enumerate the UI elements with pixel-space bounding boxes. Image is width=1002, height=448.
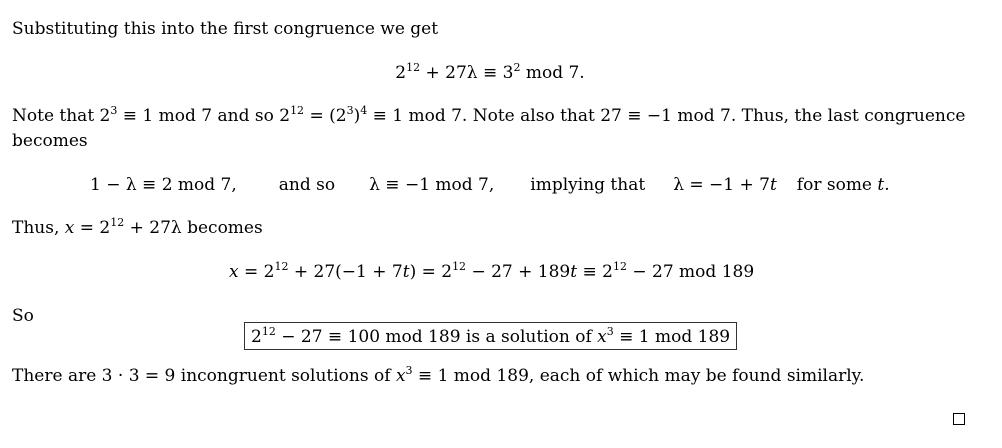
equation-first-congruence: $2^{12} + 27\lambda \equiv 3^2$ mod 7.: [395, 61, 585, 83]
paragraph-so: So: [12, 306, 34, 326]
lambda-equation: λ = −1 + 7t: [673, 175, 777, 195]
implying-that-text: implying that: [530, 175, 646, 195]
paragraph-thus: Thus, $x = 2^{12} + 27\lambda$ becomes: [12, 216, 263, 238]
for-some-t-text: for some t.: [796, 175, 890, 195]
qed-square-icon: [953, 413, 965, 425]
boxed-solution: $2^{12} - 27 \equiv 100$ mod 189 is a solution of $x^3 \equiv 1$ mod 189: [244, 322, 737, 350]
paragraph-note-that: Note that $2^3 \equiv 1$ mod 7 and so $2^{12} = (2^3)^4 \equiv 1$ mod 7. Note also that 27 ≡ −1 mod 7. Thus, the last congruence becomes: [12, 104, 966, 151]
equation-x-expansion: $x = 2^{12} + 27(-1 + 7t) = 2^{12} - 27 + 189t \equiv 2^{12} - 27$ mod 189: [229, 260, 755, 282]
congruence-chain-row: [90, 173, 890, 198]
congruence-one-minus-lambda: 1 − λ ≡ 2 mod 7,: [90, 175, 237, 195]
paragraph-substituting: Substituting this into the first congruence we get: [12, 19, 439, 39]
paragraph-there-are: There are 3 · 3 = 9 incongruent solutions of $x^3 \equiv 1$ mod 189, each of which may be found similarly.: [12, 364, 865, 386]
and-so-text: and so: [278, 175, 336, 195]
congruence-lambda: λ ≡ −1 mod 7,: [369, 175, 495, 195]
